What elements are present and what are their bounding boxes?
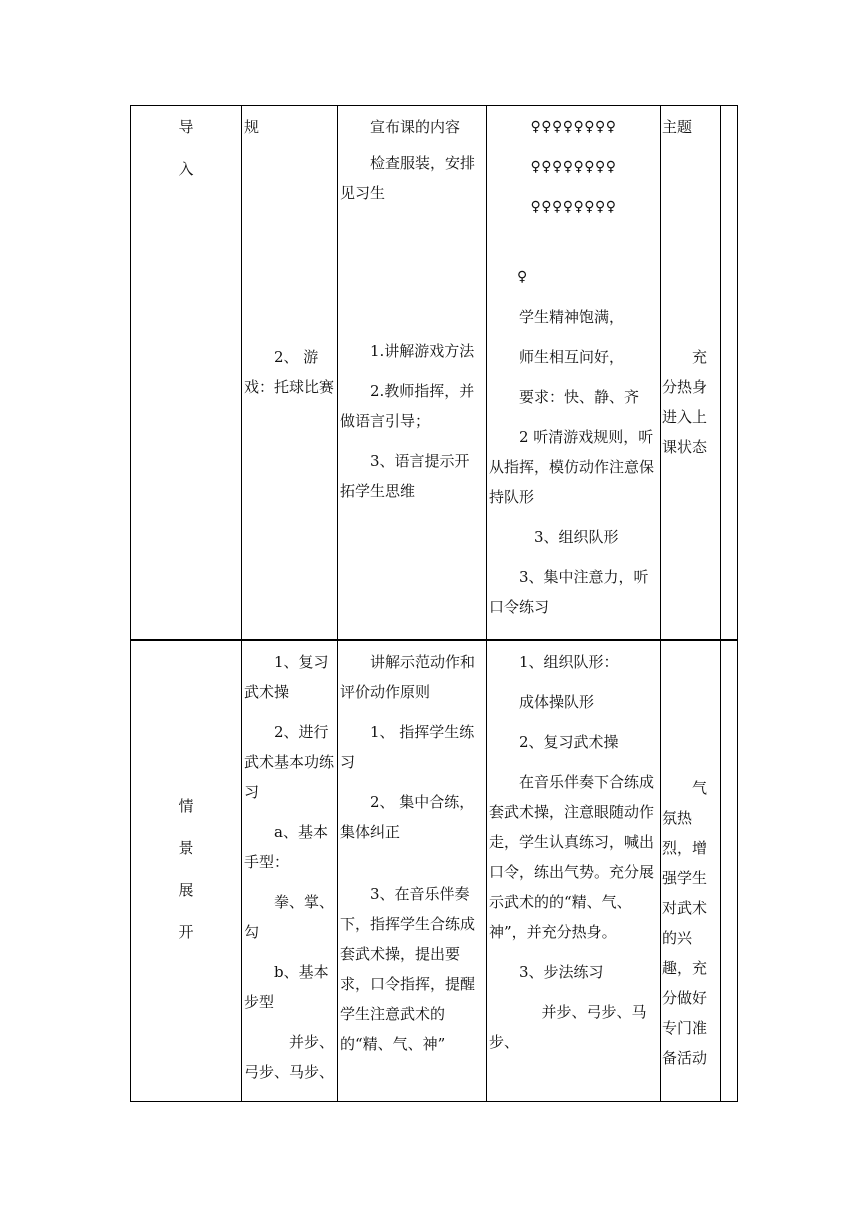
content-text: 2、 游戏：托球比赛: [244, 348, 335, 396]
table-row-intro: [131, 106, 738, 640]
student-activity-text: 3、组织队形: [534, 528, 619, 546]
section-title-char: 开: [178, 922, 194, 941]
student-activity-text: 并步、弓步、马步、: [489, 1002, 647, 1051]
content-text: 1、复习武术操: [244, 652, 329, 701]
goal-text: 主题: [662, 118, 693, 136]
student-activity-text: 3、集中注意力，听口令练习: [489, 568, 649, 616]
teacher-activity-text: 1.讲解游戏方法: [370, 342, 475, 360]
teacher-activity-cell: [338, 106, 487, 640]
student-activity-text: 2 听清游戏规则，听从指挥，模仿动作注意保持队形: [489, 428, 655, 506]
formation-row: ♀♀♀♀♀♀♀♀: [530, 199, 617, 215]
section-title-char: 展: [178, 880, 194, 899]
student-activity-cell: [487, 106, 661, 640]
section-title-char: 情: [178, 796, 194, 815]
section-title-cell: [131, 106, 242, 640]
content-text: 规: [244, 118, 260, 136]
student-activity-text: 1、组织队形：: [519, 652, 619, 671]
content-cell: [242, 106, 338, 640]
content-text: b、基本步型: [244, 962, 329, 1011]
student-activity-text: 要求：快、静、齐: [519, 388, 640, 406]
teacher-activity-text: 3、在音乐伴奏下，指挥学生合练成套武术操，提出要求，口令指挥，提醒学生注意武术的的“精、气、神”: [340, 884, 476, 1053]
goal-text: 气氛热烈，增强学生对武术的兴趣，充分做好专门准备活动: [662, 778, 708, 1067]
blank-cell: [721, 106, 738, 640]
goal-text: 充分热身进入上课状态: [662, 348, 708, 456]
content-text: 拳、掌、勾: [244, 892, 335, 941]
formation-row: ♀♀♀♀♀♀♀♀: [530, 119, 617, 135]
teacher-activity-text: 宣布课的内容: [370, 118, 461, 136]
student-activity-text: 师生相互问好，: [519, 348, 625, 366]
teacher-activity-text: 检查服装，安排见习生: [340, 154, 476, 202]
student-activity-text: 2、复习武术操: [519, 732, 619, 751]
table-row-develop: [131, 640, 738, 1102]
formation-row: ♀: [517, 269, 528, 285]
section-title-char: 景: [178, 838, 194, 857]
section-title-char: 导: [178, 118, 194, 136]
goal-cell: [661, 640, 721, 1102]
content-text: 并步、弓步、马步、: [244, 1032, 335, 1081]
section-title-cell: [131, 640, 242, 1102]
teacher-activity-text: 2、 集中合练，集体纠正: [340, 792, 475, 841]
teacher-activity-text: 讲解示范动作和评价动作原则: [340, 652, 476, 701]
lesson-plan-table: [130, 105, 738, 1102]
student-activity-text: 成体操队形: [519, 692, 595, 711]
goal-cell: [661, 106, 721, 640]
section-title-char: 入: [178, 160, 194, 178]
content-text: a、基本手型：: [244, 822, 328, 871]
student-activity-cell: [487, 640, 661, 1102]
teacher-activity-text: 1、 指挥学生练习: [340, 722, 475, 771]
student-activity-text: 学生精神饱满，: [519, 308, 625, 326]
teacher-activity-text: 2.教师指挥，并做语言引导；: [340, 382, 475, 430]
teacher-activity-text: 3、语言提示开拓学生思维: [340, 452, 470, 500]
student-activity-text: 在音乐伴奏下合练成套武术操，注意眼随动作走，学生认真练习，喊出口令，练出气势。充分展示武术的的“精、气、神”，并充分热身。: [489, 772, 655, 941]
student-activity-text: 3、步法练习: [519, 962, 604, 981]
content-text: 2、进行武术基本功练习: [244, 722, 335, 801]
teacher-activity-cell: [338, 640, 487, 1102]
formation-row: ♀♀♀♀♀♀♀♀: [530, 159, 617, 175]
blank-cell: [721, 640, 738, 1102]
content-cell: [242, 640, 338, 1102]
